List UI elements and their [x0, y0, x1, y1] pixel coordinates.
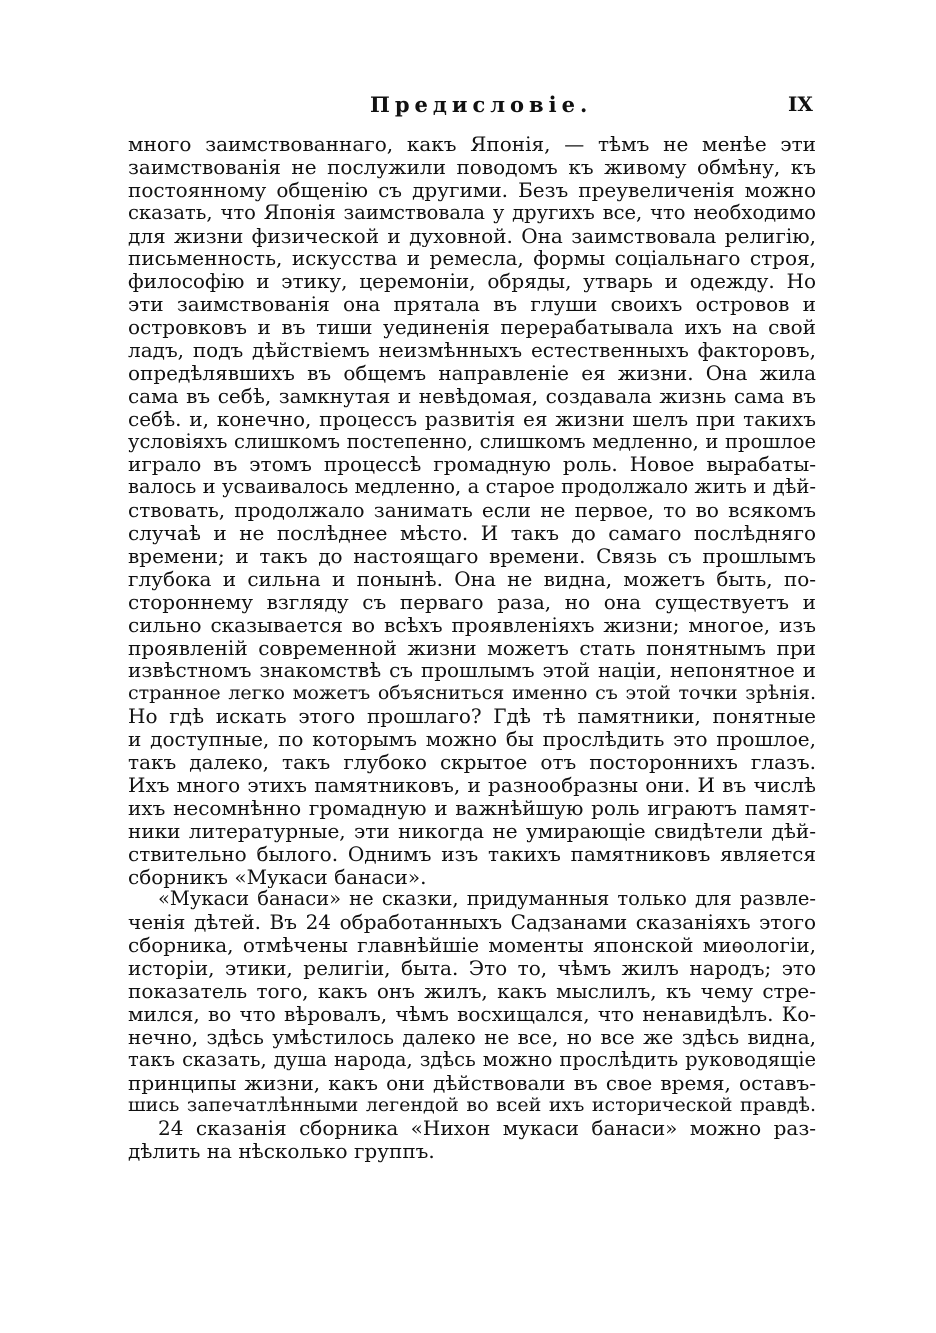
text-line: такъ сказать, душа народа, здѣсь можно прослѣдить руководящіе	[128, 1048, 816, 1071]
text-line: «Мукаси банаси» не сказки, придуманныя только для развле-	[158, 888, 816, 911]
text-line: ствительно былого. Однимъ изъ такихъ памятниковъ является	[128, 842, 816, 866]
text-line: такъ далеко, такъ глубоко скрытое отъ постороннихъ глазъ.	[128, 751, 816, 774]
text-line: мился, во что вѣровалъ, чѣмъ восхищался, что ненавидѣлъ. Ко-	[128, 1002, 816, 1026]
text-line: сборникъ «Мукаси банаси».	[128, 865, 427, 889]
text-line: Но гдѣ искать этого прошлаго? Гдѣ тѣ памятники, понятные	[128, 705, 816, 729]
text-line: шись запечатлѣнными легендой во всей ихъ исторической правдѣ.	[128, 1094, 816, 1117]
text-line: сильно сказывается во всѣхъ проявленіяхъ жизни; многое, изъ	[128, 613, 816, 637]
page-number: IX	[788, 92, 813, 116]
text-line: случаѣ и не послѣднее мѣсто. И такъ до самаго послѣдняго	[128, 522, 816, 546]
text-line: времени; и такъ до настоящаго времени. Связь съ прошлымъ	[128, 545, 816, 568]
text-line: стороннему взгляду съ перваго раза, но она существуетъ и	[128, 590, 816, 614]
text-line: условіяхъ слишкомъ постепенно, слишкомъ медленно, и прошлое	[128, 430, 816, 453]
text-line: заимствованія не послужили поводомъ къ живому обмѣну, къ	[128, 155, 816, 179]
text-line: валось и усваивалось медленно, а старое продолжало жить и дѣй-	[128, 476, 816, 499]
text-line: проявленій современной жизни можетъ стать понятнымъ при	[128, 636, 816, 660]
text-line: глубока и сильна и понынѣ. Она не видна, можетъ быть, по-	[128, 567, 816, 591]
text-line: сама въ себѣ, замкнутая и невѣдомая, создавала жизнь сама въ	[128, 384, 816, 408]
text-line: 24 сказанія сборника «Нихон мукаси банаси» можно раз-	[158, 1117, 816, 1141]
text-line: ствовать, продолжало занимать если не первое, то во всякомъ	[128, 499, 816, 523]
text-line: Ихъ много этихъ памятниковъ, и разнообразны они. И въ числѣ	[128, 773, 816, 797]
text-line: и доступные, по которымъ можно бы прослѣдить это прошлое,	[128, 728, 816, 752]
text-line: принципы жизни, какъ они дѣйствовали въ свое время, оставъ-	[128, 1071, 816, 1095]
text-line: странное легко можетъ объясниться именно съ этой точки зрѣнія.	[128, 682, 816, 705]
text-line: ники литературные, эти никогда не умирающіе свидѣтели дѣй-	[128, 819, 816, 843]
text-line: много заимствованнаго, какъ Японія, — тѣмъ не менѣе эти	[128, 133, 816, 156]
text-line: исторіи, этики, религіи, быта. Это то, чѣмъ жилъ народъ; это	[128, 957, 816, 980]
text-line: письменность, искусства и ремесла, формы соціальнаго строя,	[128, 247, 816, 271]
text-line: показатель того, какъ онъ жилъ, какъ мыслилъ, къ чему стре-	[128, 979, 816, 1003]
text-line: ихъ несомнѣнно громадную и важнѣйшую роль играютъ памят-	[128, 796, 816, 820]
running-title: Предисловіе.	[370, 92, 593, 117]
text-line: постоянному общенію съ другими. Безъ преувеличенія можно	[128, 178, 816, 202]
text-line: себѣ. и, конечно, процессъ развитія ея жизни шелъ при такихъ	[128, 407, 816, 431]
text-line: для жизни физической и духовной. Она заимствовала религію,	[128, 224, 816, 248]
text-line: опредѣлявшихъ въ общемъ направленіе ея жизни. Она жила	[128, 361, 816, 385]
body-text	[128, 133, 816, 1163]
running-head	[0, 92, 936, 122]
text-line: дѣлить на нѣсколько группъ.	[128, 1140, 435, 1164]
text-line: играло въ этомъ процессѣ громадную роль. Новое вырабаты-	[128, 453, 816, 477]
text-line: сборника, отмѣчены главнѣйшіе моменты японской миѳологіи,	[128, 934, 816, 958]
text-line: ладъ, подъ дѣйствіемъ неизмѣнныхъ естественныхъ факторовъ,	[128, 339, 816, 362]
text-line: ченія дѣтей. Въ 24 обработанныхъ Садзанами сказаніяхъ этого	[128, 911, 816, 935]
text-line: сказать, что Японія заимствовала у другихъ все, что необходимо	[128, 201, 816, 224]
text-line: извѣстномъ знакомствѣ съ прошлымъ этой націи, непонятное и	[128, 659, 816, 683]
text-line: эти заимствованія она прятала въ глуши своихъ островов и	[128, 293, 816, 317]
text-line: нечно, здѣсь умѣстилось далеко не все, но все же здѣсь видна,	[128, 1025, 816, 1049]
text-line: философію и этику, церемоніи, обряды, утварь и одежду. Но	[128, 270, 816, 294]
text-line: островковъ и въ тиши уединенія перерабатывала ихъ на свой	[128, 316, 816, 340]
